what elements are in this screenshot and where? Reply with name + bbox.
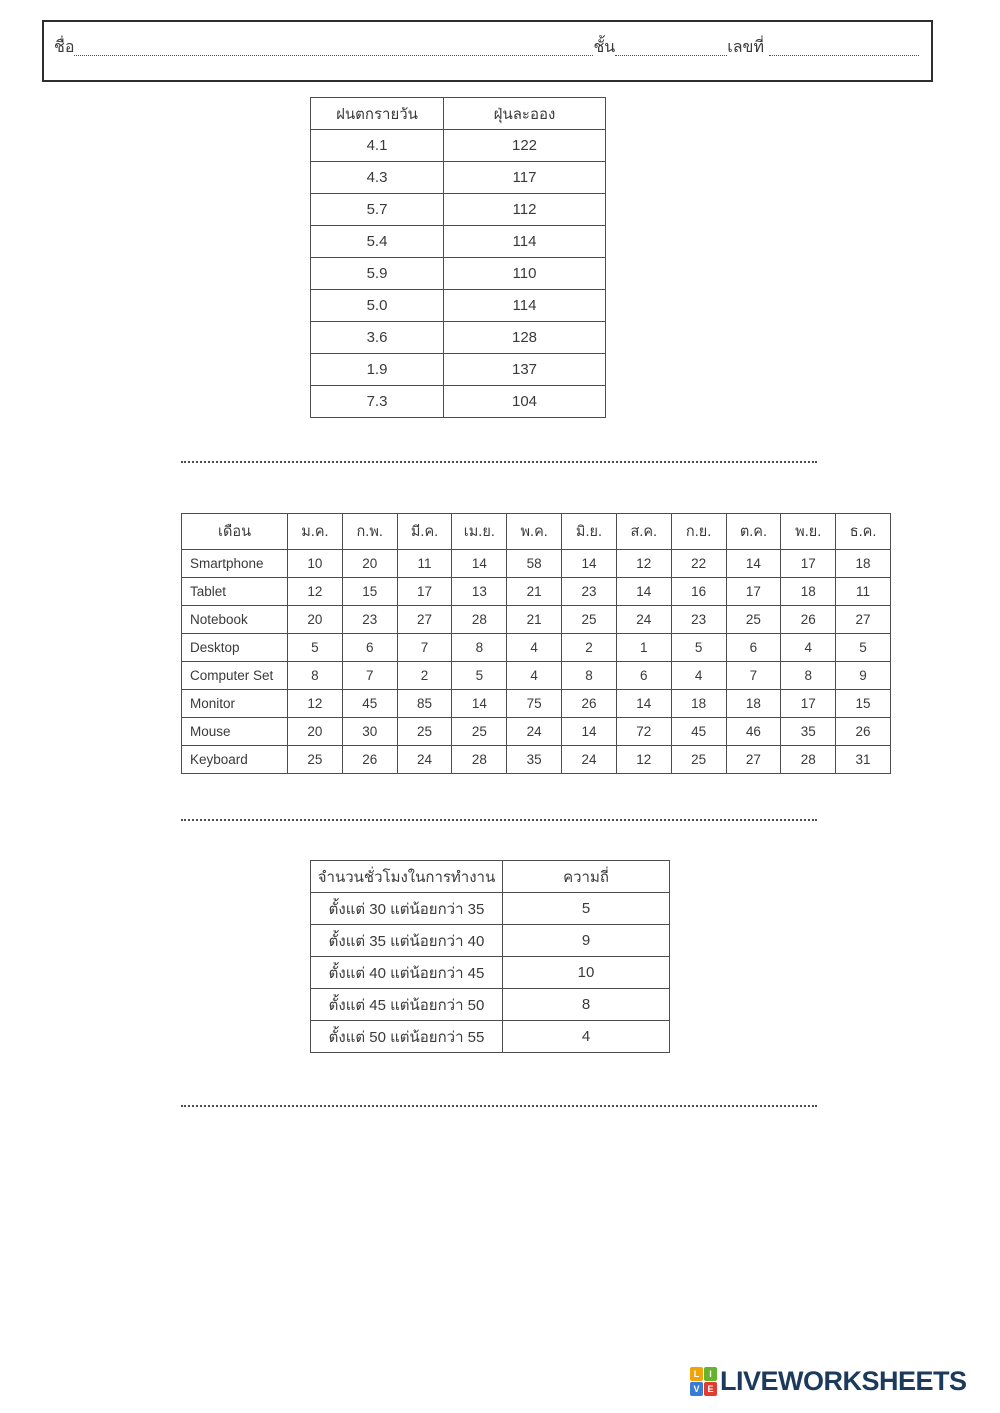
value-cell: 21 — [507, 578, 562, 606]
table-row — [311, 989, 670, 1021]
value-cell: 25 — [288, 746, 343, 774]
value-cell: 112 — [444, 194, 606, 226]
value-cell: 9 — [836, 662, 891, 690]
row-label-cell: ตั้งแต่ 30 แต่น้อยกว่า 35 — [311, 893, 503, 925]
value-cell: 12 — [616, 746, 671, 774]
table-row — [311, 957, 670, 989]
logo-tile-e: E — [704, 1382, 717, 1396]
row-label-cell: Monitor — [182, 690, 288, 718]
row-label-cell: 3.6 — [311, 322, 444, 354]
column-header: ความถี่ — [503, 861, 670, 893]
table-row — [311, 1021, 670, 1053]
column-header: ก.ย. — [671, 514, 726, 550]
column-header: จำนวนชั่วโมงในการทำงาน — [311, 861, 503, 893]
value-cell: 4 — [503, 1021, 670, 1053]
value-cell: 46 — [726, 718, 781, 746]
value-cell: 30 — [342, 718, 397, 746]
value-cell: 11 — [397, 550, 452, 578]
value-cell: 72 — [616, 718, 671, 746]
value-cell: 35 — [507, 746, 562, 774]
liveworksheets-grid-icon — [690, 1367, 717, 1396]
logo-tile-l: L — [690, 1367, 703, 1381]
class-label: ชั้น — [593, 39, 616, 56]
answer-line-1[interactable] — [181, 461, 817, 463]
value-cell: 12 — [616, 550, 671, 578]
row-label-cell: Smartphone — [182, 550, 288, 578]
value-cell: 28 — [452, 746, 507, 774]
table-row — [182, 718, 891, 746]
value-cell: 45 — [342, 690, 397, 718]
value-cell: 6 — [726, 634, 781, 662]
table-row — [311, 290, 606, 322]
column-header: ธ.ค. — [836, 514, 891, 550]
value-cell: 75 — [507, 690, 562, 718]
value-cell: 20 — [288, 718, 343, 746]
value-cell: 18 — [671, 690, 726, 718]
column-header: ม.ค. — [288, 514, 343, 550]
value-cell: 8 — [503, 989, 670, 1021]
value-cell: 26 — [781, 606, 836, 634]
value-cell: 11 — [836, 578, 891, 606]
table-row — [311, 354, 606, 386]
table-row — [311, 226, 606, 258]
table-row — [182, 578, 891, 606]
answer-line-2[interactable] — [181, 819, 817, 821]
value-cell: 31 — [836, 746, 891, 774]
table-row — [311, 130, 606, 162]
value-cell: 27 — [836, 606, 891, 634]
value-cell: 10 — [503, 957, 670, 989]
table-row — [182, 690, 891, 718]
value-cell: 25 — [726, 606, 781, 634]
value-cell: 20 — [342, 550, 397, 578]
row-label-cell: ตั้งแต่ 45 แต่น้อยกว่า 50 — [311, 989, 503, 1021]
value-cell: 26 — [562, 690, 617, 718]
table-row — [182, 634, 891, 662]
header-row — [311, 861, 670, 893]
value-cell: 23 — [671, 606, 726, 634]
value-cell: 23 — [342, 606, 397, 634]
value-cell: 4 — [507, 662, 562, 690]
table-row — [311, 925, 670, 957]
value-cell: 7 — [342, 662, 397, 690]
row-label-cell: 5.0 — [311, 290, 444, 322]
liveworksheets-logo — [690, 1367, 967, 1396]
number-blank-line[interactable] — [769, 54, 919, 56]
table-row — [182, 606, 891, 634]
value-cell: 122 — [444, 130, 606, 162]
value-cell: 45 — [671, 718, 726, 746]
value-cell: 27 — [397, 606, 452, 634]
column-header: ก.พ. — [342, 514, 397, 550]
value-cell: 114 — [444, 290, 606, 322]
row-label-cell: 5.4 — [311, 226, 444, 258]
table-row — [311, 893, 670, 925]
value-cell: 25 — [562, 606, 617, 634]
value-cell: 24 — [616, 606, 671, 634]
answer-line-3[interactable] — [181, 1105, 817, 1107]
value-cell: 13 — [452, 578, 507, 606]
value-cell: 8 — [452, 634, 507, 662]
row-label-cell: Computer Set — [182, 662, 288, 690]
value-cell: 25 — [397, 718, 452, 746]
column-header: มี.ค. — [397, 514, 452, 550]
value-cell: 17 — [397, 578, 452, 606]
liveworksheets-wordmark: LIVEWORKSHEETS — [720, 1366, 967, 1396]
value-cell: 8 — [562, 662, 617, 690]
value-cell: 5 — [503, 893, 670, 925]
value-cell: 12 — [288, 578, 343, 606]
value-cell: 110 — [444, 258, 606, 290]
row-label-cell: ตั้งแต่ 50 แต่น้อยกว่า 55 — [311, 1021, 503, 1053]
row-label-cell: 4.1 — [311, 130, 444, 162]
value-cell: 4 — [507, 634, 562, 662]
value-cell: 17 — [726, 578, 781, 606]
value-cell: 6 — [342, 634, 397, 662]
header-row — [182, 514, 891, 550]
value-cell: 14 — [452, 690, 507, 718]
value-cell: 8 — [288, 662, 343, 690]
value-cell: 14 — [726, 550, 781, 578]
row-label-cell: 5.7 — [311, 194, 444, 226]
value-cell: 104 — [444, 386, 606, 418]
column-header: มิ.ย. — [562, 514, 617, 550]
value-cell: 14 — [562, 550, 617, 578]
column-header: ส.ค. — [616, 514, 671, 550]
value-cell: 114 — [444, 226, 606, 258]
value-cell: 2 — [397, 662, 452, 690]
row-label-cell: Tablet — [182, 578, 288, 606]
value-cell: 128 — [444, 322, 606, 354]
value-cell: 23 — [562, 578, 617, 606]
value-cell: 117 — [444, 162, 606, 194]
value-cell: 35 — [781, 718, 836, 746]
value-cell: 17 — [781, 550, 836, 578]
column-header: ฝุ่นละออง — [444, 98, 606, 130]
row-label-cell: 4.3 — [311, 162, 444, 194]
column-header: ฝนตกรายวัน — [311, 98, 444, 130]
value-cell: 14 — [562, 718, 617, 746]
name-label: ชื่อ — [54, 39, 75, 56]
value-cell: 21 — [507, 606, 562, 634]
row-label-cell: ตั้งแต่ 35 แต่น้อยกว่า 40 — [311, 925, 503, 957]
value-cell: 15 — [342, 578, 397, 606]
table-row — [311, 322, 606, 354]
value-cell: 12 — [288, 690, 343, 718]
value-cell: 9 — [503, 925, 670, 957]
value-cell: 18 — [836, 550, 891, 578]
logo-tile-i: I — [704, 1367, 717, 1381]
value-cell: 25 — [671, 746, 726, 774]
column-header: พ.ค. — [507, 514, 562, 550]
value-cell: 7 — [726, 662, 781, 690]
value-cell: 5 — [452, 662, 507, 690]
value-cell: 24 — [562, 746, 617, 774]
row-label-cell: Desktop — [182, 634, 288, 662]
row-label-cell: Notebook — [182, 606, 288, 634]
value-cell: 15 — [836, 690, 891, 718]
value-cell: 2 — [562, 634, 617, 662]
rainfall-dust-table — [310, 97, 606, 418]
table-row — [311, 258, 606, 290]
row-label-cell: Mouse — [182, 718, 288, 746]
value-cell: 28 — [781, 746, 836, 774]
value-cell: 18 — [781, 578, 836, 606]
name-blank-line[interactable] — [74, 54, 593, 56]
column-header: พ.ย. — [781, 514, 836, 550]
value-cell: 6 — [616, 662, 671, 690]
class-blank-line[interactable] — [615, 54, 727, 56]
row-label-cell: ตั้งแต่ 40 แต่น้อยกว่า 45 — [311, 957, 503, 989]
value-cell: 137 — [444, 354, 606, 386]
value-cell: 5 — [671, 634, 726, 662]
value-cell: 8 — [781, 662, 836, 690]
value-cell: 24 — [397, 746, 452, 774]
value-cell: 5 — [836, 634, 891, 662]
value-cell: 25 — [452, 718, 507, 746]
table-row — [182, 746, 891, 774]
value-cell: 4 — [671, 662, 726, 690]
row-label-cell: 5.9 — [311, 258, 444, 290]
value-cell: 17 — [781, 690, 836, 718]
header-row — [311, 98, 606, 130]
value-cell: 14 — [616, 690, 671, 718]
column-header: เม.ย. — [452, 514, 507, 550]
value-cell: 24 — [507, 718, 562, 746]
value-cell: 18 — [726, 690, 781, 718]
row-label-cell: 7.3 — [311, 386, 444, 418]
table-row — [311, 386, 606, 418]
value-cell: 58 — [507, 550, 562, 578]
value-cell: 22 — [671, 550, 726, 578]
value-cell: 14 — [452, 550, 507, 578]
column-header: ต.ค. — [726, 514, 781, 550]
value-cell: 4 — [781, 634, 836, 662]
row-label-cell: 1.9 — [311, 354, 444, 386]
value-cell: 7 — [397, 634, 452, 662]
value-cell: 27 — [726, 746, 781, 774]
value-cell: 20 — [288, 606, 343, 634]
value-cell: 85 — [397, 690, 452, 718]
number-label: เลขที่ — [727, 39, 764, 56]
table-row — [311, 162, 606, 194]
value-cell: 10 — [288, 550, 343, 578]
value-cell: 5 — [288, 634, 343, 662]
table-row — [311, 194, 606, 226]
value-cell: 28 — [452, 606, 507, 634]
value-cell: 16 — [671, 578, 726, 606]
table-row — [182, 662, 891, 690]
value-cell: 26 — [836, 718, 891, 746]
value-cell: 1 — [616, 634, 671, 662]
row-label-cell: Keyboard — [182, 746, 288, 774]
student-info-box — [42, 20, 933, 82]
table-row — [182, 550, 891, 578]
monthly-product-sales-table — [181, 513, 891, 774]
work-hours-frequency-table — [310, 860, 670, 1053]
column-header: เดือน — [182, 514, 288, 550]
logo-tile-v: V — [690, 1382, 703, 1396]
value-cell: 14 — [616, 578, 671, 606]
value-cell: 26 — [342, 746, 397, 774]
